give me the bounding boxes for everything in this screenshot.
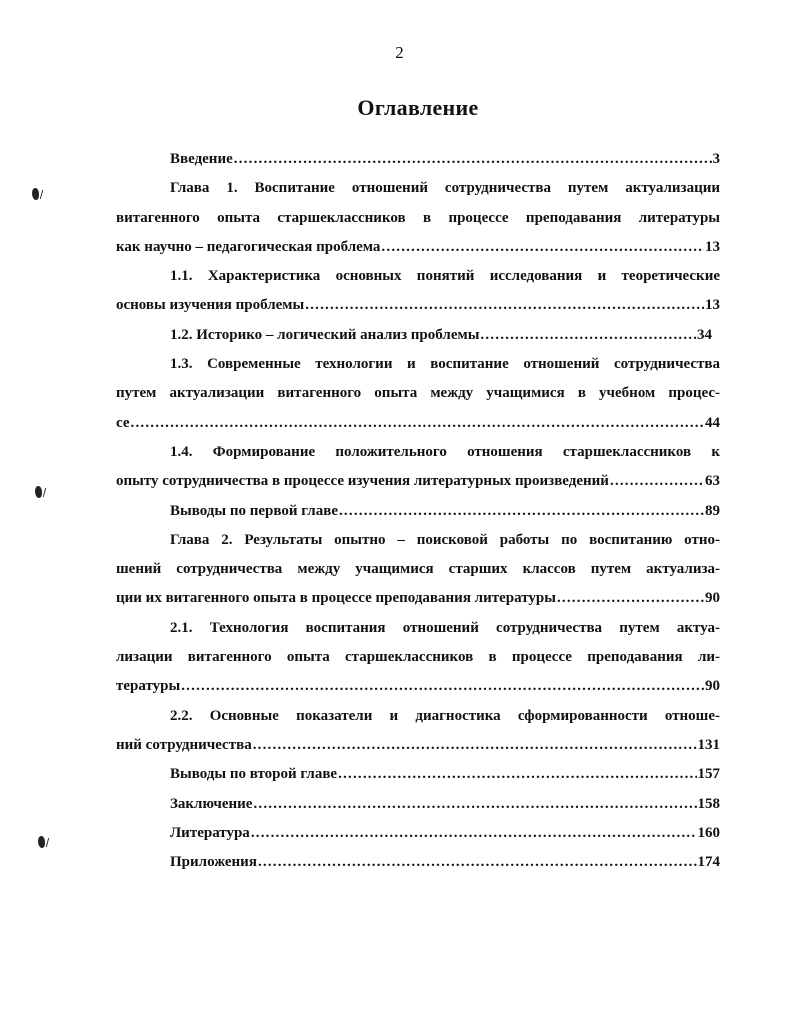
leader-dots xyxy=(131,409,705,438)
leader-dots xyxy=(305,291,704,320)
leader-dots xyxy=(557,584,704,613)
toc-entry-section-1-3[interactable] xyxy=(116,350,720,438)
binding-mark-icon xyxy=(32,188,39,200)
toc-page-number: 13 xyxy=(705,297,720,314)
toc-entry-line: лизации витагенного опыта старшеклассников в процессе преподавания ли- xyxy=(116,649,720,666)
leader-dots xyxy=(480,321,696,350)
toc-entry-label: Введение xyxy=(170,151,233,167)
toc-entry-chapter-2[interactable] xyxy=(116,526,720,614)
toc-page-number: 63 xyxy=(705,473,720,490)
leader-dots xyxy=(181,672,704,701)
toc-title: Оглавление xyxy=(357,95,479,120)
toc-entry-conclusions-1[interactable] xyxy=(116,497,720,526)
leader-dots xyxy=(253,790,696,819)
toc-entry-line: опыту сотрудничества в процессе изучения литературных произведений xyxy=(116,473,609,490)
toc-page-number: 89 xyxy=(705,502,720,519)
toc-entry-label: Выводы по первой главе xyxy=(170,502,338,519)
toc-page-number: 157 xyxy=(697,766,720,783)
leader-dots xyxy=(381,233,704,262)
toc-entry-section-1-2[interactable] xyxy=(116,321,720,350)
toc-entry-conclusions-2[interactable] xyxy=(116,760,720,789)
toc-entry-chapter-1[interactable] xyxy=(116,174,720,262)
toc-page-number: 174 xyxy=(697,854,720,871)
toc-entry-line: 1.3. Современные технологии и воспитание отношений сотрудничества xyxy=(170,356,720,373)
toc-entry-label: Заключение xyxy=(170,795,253,812)
toc-entry-line: путем актуализации витагенного опыта между учащимися в учебном процес- xyxy=(116,385,720,402)
toc-page-number: 90 xyxy=(705,678,720,695)
toc-entry-line: 1.4. Формирование положительного отношения старшеклассников к xyxy=(170,443,720,460)
toc-entry-label: Приложения xyxy=(170,854,257,871)
toc-entry-line: шений сотрудничества между учащимися старших классов путем актуализа- xyxy=(116,561,720,578)
toc-page-number: 44 xyxy=(705,414,720,431)
leader-dots xyxy=(253,731,697,760)
toc-entry-section-2-2[interactable] xyxy=(116,702,720,761)
toc-page-number: 90 xyxy=(705,590,720,607)
page-number: 2 xyxy=(395,43,404,62)
toc-entry-line: ции их витагенного опыта в процессе преподавания литературы xyxy=(116,590,556,607)
leader-dots xyxy=(258,848,697,877)
leader-dots xyxy=(610,467,704,496)
toc-entry-line: как научно – педагогическая проблема xyxy=(116,238,381,255)
toc-entry-line: основы изучения проблемы xyxy=(116,297,305,314)
toc-entry-label: 1.2. Историко – логический анализ проблемы xyxy=(170,326,480,343)
toc-entry-line: 2.2. Основные показатели и диагностика сформированности отноше- xyxy=(170,707,720,724)
toc-entry-line: Глава 2. Результаты опытно – поисковой работы по воспитанию отно- xyxy=(170,531,720,548)
toc-entry-line: витагенного опыта старшеклассников в процессе преподавания литературы xyxy=(116,209,720,226)
toc-entry-line: се xyxy=(116,414,130,431)
toc-entry-line: 2.1. Технология воспитания отношений сотрудничества путем актуа- xyxy=(170,619,720,636)
toc-entry-appendix[interactable] xyxy=(116,848,720,877)
leader-dots xyxy=(338,760,696,789)
toc-page-number: 3 xyxy=(712,151,720,167)
toc-entry-label: Литература xyxy=(170,824,250,841)
binding-mark-icon xyxy=(38,836,45,848)
toc-entry-introduction[interactable] xyxy=(116,145,720,174)
toc-page-number: 160 xyxy=(697,824,720,841)
toc-entry-line: ний сотрудничества xyxy=(116,736,252,753)
leader-dots xyxy=(339,497,704,526)
toc-page-number: 158 xyxy=(697,795,720,812)
toc-entry-section-1-4[interactable] xyxy=(116,438,720,497)
leader-dots xyxy=(251,819,697,848)
toc-entry-line: тературы xyxy=(116,678,181,695)
binding-mark-icon xyxy=(35,486,42,498)
toc-entry-label: Выводы по второй главе xyxy=(170,766,338,783)
toc-entry-line: Глава 1. Воспитание отношений сотрудничества путем актуализации xyxy=(170,180,720,197)
toc-page-number: 34 xyxy=(697,326,712,343)
toc-entry-literature[interactable] xyxy=(116,819,720,848)
toc-page-number: 131 xyxy=(697,736,720,753)
leader-dots xyxy=(234,145,712,174)
toc-page-number: 13 xyxy=(705,238,720,255)
table-of-contents xyxy=(116,145,720,877)
toc-entry-conclusion[interactable] xyxy=(116,790,720,819)
toc-entry-line: 1.1. Характеристика основных понятий исследования и теоретические xyxy=(170,268,720,285)
toc-entry-section-1-1[interactable] xyxy=(116,262,720,321)
toc-entry-section-2-1[interactable] xyxy=(116,614,720,702)
